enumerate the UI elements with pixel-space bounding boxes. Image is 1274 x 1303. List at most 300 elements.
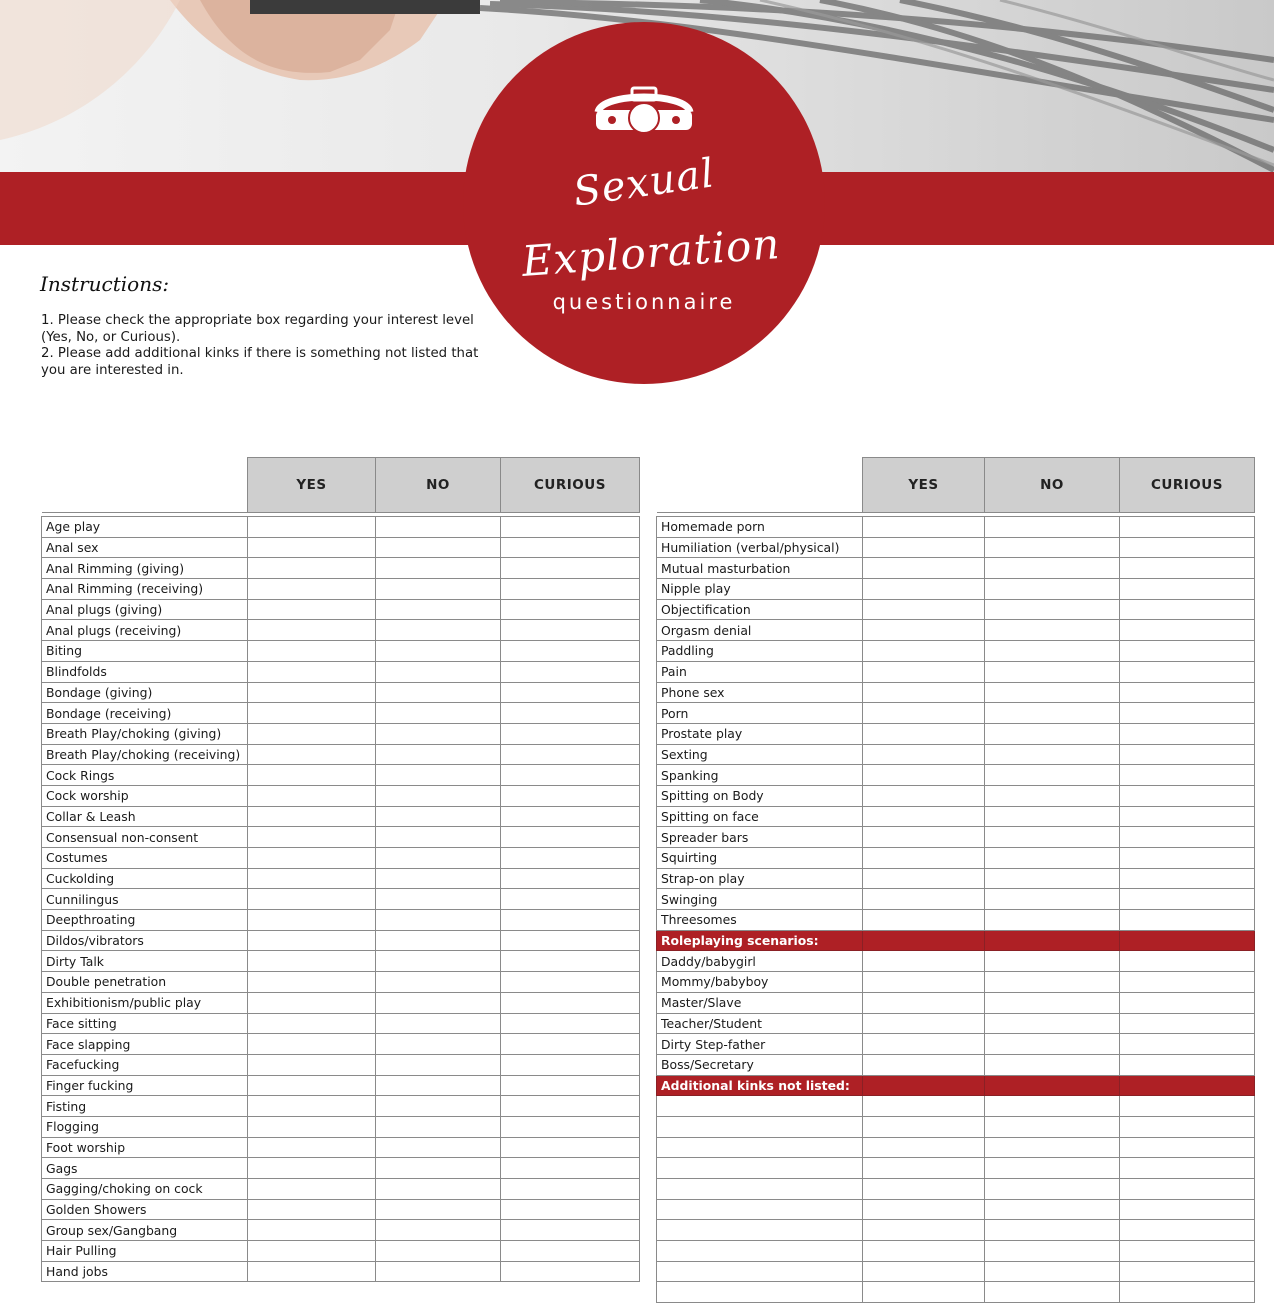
checkbox-curious-cell[interactable] [501, 1199, 640, 1220]
checkbox-no-cell[interactable] [376, 1096, 501, 1117]
checkbox-curious-cell[interactable] [1120, 910, 1255, 931]
item-label: Swinging [657, 889, 863, 910]
checkbox-yes-cell[interactable] [248, 1220, 376, 1241]
checkbox-yes-cell[interactable] [863, 579, 985, 600]
checkbox-no-cell[interactable] [376, 723, 501, 744]
checkbox-curious-cell[interactable] [501, 661, 640, 682]
item-label[interactable] [657, 1199, 863, 1220]
checkbox-no-cell[interactable] [985, 579, 1120, 600]
checkbox-no-cell[interactable] [985, 868, 1120, 889]
item-label: Cuckolding [42, 868, 248, 889]
checkbox-yes-cell[interactable] [248, 827, 376, 848]
checkbox-no-cell[interactable] [985, 1261, 1120, 1282]
table-row [42, 517, 640, 538]
item-label: Humiliation (verbal/physical) [657, 537, 863, 558]
table-row [42, 1034, 640, 1055]
checkbox-no-cell[interactable] [376, 579, 501, 600]
checkbox-no-cell[interactable] [376, 1199, 501, 1220]
table-row [42, 1220, 640, 1241]
checkbox-no-cell[interactable] [376, 517, 501, 538]
checkbox-curious-cell[interactable] [501, 744, 640, 765]
checkbox-yes-cell[interactable] [863, 1034, 985, 1055]
checkbox-curious-cell[interactable] [1120, 620, 1255, 641]
checkbox-yes-cell[interactable] [863, 910, 985, 931]
checkbox-curious-cell[interactable] [1120, 889, 1255, 910]
table-row [42, 744, 640, 765]
checkbox-curious-cell[interactable] [1120, 827, 1255, 848]
checkbox-yes-cell[interactable] [248, 558, 376, 579]
checkbox-no-cell[interactable] [376, 537, 501, 558]
checkbox-curious-cell[interactable] [501, 517, 640, 538]
checkbox-yes-cell[interactable] [248, 1013, 376, 1034]
checkbox-yes-cell[interactable] [863, 972, 985, 993]
checkbox-curious-cell[interactable] [1120, 868, 1255, 889]
checkbox-no-cell[interactable] [376, 972, 501, 993]
item-label: Age play [42, 517, 248, 538]
checkbox-yes-cell[interactable] [248, 785, 376, 806]
table-row [657, 1158, 1255, 1179]
checkbox-yes-cell[interactable] [248, 620, 376, 641]
checkbox-no-cell[interactable] [985, 1241, 1120, 1262]
checkbox-curious-cell[interactable] [1120, 558, 1255, 579]
table-row [42, 1199, 640, 1220]
checkbox-curious-cell[interactable] [501, 723, 640, 744]
checkbox-no-cell[interactable] [376, 889, 501, 910]
checkbox-no-cell[interactable] [376, 1034, 501, 1055]
checkbox-yes-cell[interactable] [248, 1158, 376, 1179]
checkbox-no-cell [985, 930, 1120, 951]
checkbox-curious-cell[interactable] [1120, 661, 1255, 682]
checkbox-curious-cell[interactable] [1120, 682, 1255, 703]
checkbox-yes-cell[interactable] [863, 558, 985, 579]
checkbox-curious-cell[interactable] [501, 868, 640, 889]
item-label: Sexting [657, 744, 863, 765]
item-label: Prostate play [657, 723, 863, 744]
table-row [42, 1075, 640, 1096]
checkbox-yes-cell[interactable] [248, 806, 376, 827]
checkbox-no-cell[interactable] [376, 1220, 501, 1241]
checkbox-curious-cell[interactable] [501, 579, 640, 600]
column-header-no: NO [985, 458, 1120, 513]
checkbox-no-cell[interactable] [376, 765, 501, 786]
checkbox-curious-cell[interactable] [501, 765, 640, 786]
checkbox-no-cell[interactable] [985, 1158, 1120, 1179]
checkbox-yes-cell[interactable] [863, 703, 985, 724]
checkbox-no-cell[interactable] [985, 661, 1120, 682]
checkbox-no-cell[interactable] [985, 848, 1120, 869]
table-row [657, 1199, 1255, 1220]
checkbox-no-cell[interactable] [985, 1034, 1120, 1055]
item-label: Dirty Talk [42, 951, 248, 972]
checkbox-curious-cell[interactable] [501, 889, 640, 910]
item-label: Face sitting [42, 1013, 248, 1034]
checkbox-yes-cell[interactable] [248, 930, 376, 951]
item-label: Consensual non-consent [42, 827, 248, 848]
checkbox-no-cell[interactable] [985, 992, 1120, 1013]
checkbox-curious-cell[interactable] [1120, 1034, 1255, 1055]
item-label[interactable] [657, 1096, 863, 1117]
checkbox-no-cell[interactable] [376, 1137, 501, 1158]
checkbox-curious-cell[interactable] [501, 1137, 640, 1158]
checkbox-curious-cell[interactable] [501, 1261, 640, 1282]
checkbox-curious-cell[interactable] [501, 537, 640, 558]
checkbox-no-cell[interactable] [985, 682, 1120, 703]
checkbox-yes-cell[interactable] [863, 599, 985, 620]
checkbox-no-cell[interactable] [985, 517, 1120, 538]
checkbox-no-cell[interactable] [376, 848, 501, 869]
table-row [657, 1116, 1255, 1137]
item-label: Porn [657, 703, 863, 724]
item-label: Homemade porn [657, 517, 863, 538]
checkbox-curious-cell[interactable] [1120, 1199, 1255, 1220]
checkbox-curious-cell[interactable] [501, 1054, 640, 1075]
instruction-step-1: 1. Please check the appropriate box regarding your interest level (Yes, No, or Curious). [41, 313, 474, 345]
table-row [42, 579, 640, 600]
checkbox-yes-cell[interactable] [863, 806, 985, 827]
checkbox-curious-cell[interactable] [501, 930, 640, 951]
item-label: Dirty Step-father [657, 1034, 863, 1055]
checkbox-curious-cell[interactable] [501, 992, 640, 1013]
checkbox-yes-cell[interactable] [248, 661, 376, 682]
checkbox-curious-cell[interactable] [501, 785, 640, 806]
item-label[interactable] [657, 1241, 863, 1262]
checkbox-curious-cell[interactable] [501, 1013, 640, 1034]
item-label: Boss/Secretary [657, 1054, 863, 1075]
checkbox-curious-cell[interactable] [1120, 579, 1255, 600]
checkbox-curious-cell[interactable] [1120, 1158, 1255, 1179]
checkbox-curious-cell[interactable] [1120, 1220, 1255, 1241]
checkbox-yes-cell[interactable] [248, 1096, 376, 1117]
checkbox-yes-cell[interactable] [863, 682, 985, 703]
checkbox-no-cell[interactable] [985, 951, 1120, 972]
checkbox-no-cell[interactable] [376, 1075, 501, 1096]
header-blank [42, 458, 248, 513]
checkbox-curious-cell[interactable] [1120, 785, 1255, 806]
item-label: Foot worship [42, 1137, 248, 1158]
checkbox-no-cell[interactable] [376, 951, 501, 972]
item-label: Group sex/Gangbang [42, 1220, 248, 1241]
checkbox-no-cell[interactable] [376, 641, 501, 662]
table-row [657, 723, 1255, 744]
checkbox-curious-cell[interactable] [501, 827, 640, 848]
table-row [42, 972, 640, 993]
checkbox-no-cell[interactable] [376, 785, 501, 806]
checkbox-curious-cell[interactable] [1120, 1282, 1255, 1303]
checkbox-yes-cell[interactable] [863, 744, 985, 765]
checkbox-no-cell[interactable] [985, 1282, 1120, 1303]
checkbox-curious-cell[interactable] [1120, 1116, 1255, 1137]
checkbox-no-cell[interactable] [376, 992, 501, 1013]
checkbox-yes-cell[interactable] [248, 1241, 376, 1262]
checkbox-curious-cell[interactable] [501, 703, 640, 724]
table-row [42, 868, 640, 889]
checkbox-yes-cell[interactable] [863, 1054, 985, 1075]
checkbox-curious-cell[interactable] [1120, 703, 1255, 724]
checkbox-yes-cell[interactable] [863, 1179, 985, 1200]
checkbox-no-cell[interactable] [985, 558, 1120, 579]
checkbox-yes-cell[interactable] [863, 1241, 985, 1262]
table-row [657, 661, 1255, 682]
table-row [657, 827, 1255, 848]
checkbox-no-cell[interactable] [985, 1220, 1120, 1241]
checkbox-yes-cell[interactable] [863, 620, 985, 641]
checkbox-no-cell[interactable] [985, 1054, 1120, 1075]
checkbox-yes-cell[interactable] [248, 1075, 376, 1096]
checkbox-no-cell[interactable] [985, 703, 1120, 724]
checkbox-yes-cell[interactable] [248, 723, 376, 744]
checkbox-no-cell[interactable] [376, 620, 501, 641]
checkbox-yes-cell[interactable] [863, 537, 985, 558]
checkbox-no-cell[interactable] [376, 1261, 501, 1282]
checkbox-curious-cell[interactable] [1120, 1261, 1255, 1282]
checkbox-curious-cell[interactable] [1120, 1054, 1255, 1075]
item-label[interactable] [657, 1116, 863, 1137]
checkbox-yes-cell[interactable] [863, 1013, 985, 1034]
checkbox-yes-cell[interactable] [863, 848, 985, 869]
checkbox-no-cell[interactable] [985, 723, 1120, 744]
checkbox-yes-cell[interactable] [863, 1220, 985, 1241]
checkbox-yes-cell[interactable] [248, 1034, 376, 1055]
item-label: Costumes [42, 848, 248, 869]
checkbox-curious-cell[interactable] [1120, 1013, 1255, 1034]
checkbox-curious-cell[interactable] [501, 951, 640, 972]
checkbox-yes-cell[interactable] [863, 827, 985, 848]
item-label[interactable] [657, 1137, 863, 1158]
checkbox-no-cell[interactable] [985, 765, 1120, 786]
title-sexual: Sexual [570, 150, 718, 216]
checkbox-yes-cell[interactable] [248, 910, 376, 931]
table-row [657, 744, 1255, 765]
checkbox-curious-cell[interactable] [501, 1075, 640, 1096]
checkbox-yes-cell[interactable] [863, 1158, 985, 1179]
table-row [657, 1034, 1255, 1055]
checkbox-yes-cell[interactable] [863, 765, 985, 786]
checkbox-curious-cell[interactable] [1120, 599, 1255, 620]
item-label: Flogging [42, 1116, 248, 1137]
item-label: Cunnilingus [42, 889, 248, 910]
checkbox-yes-cell[interactable] [248, 517, 376, 538]
checkbox-no-cell[interactable] [376, 1116, 501, 1137]
checkbox-no-cell[interactable] [376, 1054, 501, 1075]
checkbox-no-cell[interactable] [985, 806, 1120, 827]
checkbox-yes-cell[interactable] [863, 661, 985, 682]
checkbox-no-cell[interactable] [985, 641, 1120, 662]
checkbox-no-cell[interactable] [985, 537, 1120, 558]
item-label[interactable] [657, 1282, 863, 1303]
table-row [657, 682, 1255, 703]
table-row [657, 992, 1255, 1013]
instruction-step-2: 2. Please add additional kinks if there is something not listed that you are interested in. [41, 346, 479, 378]
checkbox-yes-cell[interactable] [863, 868, 985, 889]
checkbox-yes-cell[interactable] [863, 517, 985, 538]
checkbox-curious-cell[interactable] [1120, 723, 1255, 744]
checkbox-no-cell[interactable] [985, 599, 1120, 620]
checkbox-no-cell [985, 1075, 1120, 1096]
item-label: Strap-on play [657, 868, 863, 889]
checkbox-yes-cell[interactable] [863, 641, 985, 662]
checkbox-yes-cell[interactable] [248, 579, 376, 600]
checkbox-curious-cell[interactable] [501, 1034, 640, 1055]
section-label: Roleplaying scenarios: [657, 930, 863, 951]
checkbox-curious-cell[interactable] [1120, 1241, 1255, 1262]
checkbox-yes-cell[interactable] [863, 1261, 985, 1282]
checkbox-curious-cell[interactable] [501, 1241, 640, 1262]
checkbox-curious-cell[interactable] [1120, 641, 1255, 662]
checkbox-no-cell[interactable] [985, 1199, 1120, 1220]
table-row [42, 682, 640, 703]
table-row [657, 517, 1255, 538]
table-row [657, 703, 1255, 724]
checkbox-curious-cell[interactable] [501, 1096, 640, 1117]
item-label[interactable] [657, 1158, 863, 1179]
checkbox-curious-cell[interactable] [501, 910, 640, 931]
checkbox-no-cell[interactable] [985, 1013, 1120, 1034]
checkbox-curious-cell[interactable] [501, 972, 640, 993]
checkbox-yes-cell[interactable] [863, 889, 985, 910]
checkbox-no-cell[interactable] [985, 889, 1120, 910]
item-label[interactable] [657, 1261, 863, 1282]
checkbox-no-cell[interactable] [376, 558, 501, 579]
checkbox-yes-cell[interactable] [248, 1054, 376, 1075]
checkbox-yes-cell[interactable] [248, 641, 376, 662]
checkbox-no-cell[interactable] [376, 682, 501, 703]
checkbox-yes-cell[interactable] [248, 868, 376, 889]
checkbox-no-cell[interactable] [376, 599, 501, 620]
checkbox-no-cell[interactable] [376, 930, 501, 951]
checkbox-curious-cell[interactable] [1120, 1096, 1255, 1117]
checkbox-curious-cell[interactable] [501, 806, 640, 827]
checkbox-no-cell[interactable] [376, 703, 501, 724]
item-label: Collar & Leash [42, 806, 248, 827]
checkbox-yes-cell[interactable] [863, 1116, 985, 1137]
checkbox-curious-cell[interactable] [501, 1158, 640, 1179]
table-row [657, 641, 1255, 662]
checkbox-yes-cell[interactable] [248, 1199, 376, 1220]
checkbox-curious-cell[interactable] [1120, 1137, 1255, 1158]
checkbox-no-cell[interactable] [985, 1096, 1120, 1117]
checkbox-curious-cell[interactable] [501, 558, 640, 579]
checkbox-curious-cell[interactable] [1120, 537, 1255, 558]
checkbox-curious-cell[interactable] [501, 641, 640, 662]
checkbox-curious-cell[interactable] [1120, 848, 1255, 869]
checkbox-no-cell[interactable] [985, 744, 1120, 765]
checkbox-curious-cell[interactable] [1120, 806, 1255, 827]
column-header-yes: YES [863, 458, 985, 513]
checkbox-yes-cell[interactable] [863, 723, 985, 744]
checkbox-no-cell[interactable] [376, 1179, 501, 1200]
checkbox-curious-cell[interactable] [501, 1179, 640, 1200]
checkbox-yes-cell[interactable] [248, 1179, 376, 1200]
table-row [657, 910, 1255, 931]
checkbox-yes-cell[interactable] [863, 1199, 985, 1220]
questionnaire-table-left [41, 457, 640, 1282]
checkbox-curious-cell[interactable] [501, 1220, 640, 1241]
checkbox-no-cell[interactable] [376, 1158, 501, 1179]
checkbox-yes-cell[interactable] [863, 992, 985, 1013]
table-row [42, 1179, 640, 1200]
checkbox-yes-cell[interactable] [248, 1261, 376, 1282]
checkbox-curious-cell[interactable] [1120, 517, 1255, 538]
checkbox-yes-cell[interactable] [248, 765, 376, 786]
checkbox-yes-cell[interactable] [863, 951, 985, 972]
item-label: Threesomes [657, 910, 863, 931]
item-label: Exhibitionism/public play [42, 992, 248, 1013]
table-row [42, 765, 640, 786]
checkbox-curious-cell[interactable] [501, 1116, 640, 1137]
checkbox-yes-cell [863, 1075, 985, 1096]
checkbox-yes-cell[interactable] [863, 1096, 985, 1117]
checkbox-no-cell[interactable] [985, 827, 1120, 848]
checkbox-no-cell[interactable] [376, 744, 501, 765]
checkbox-no-cell[interactable] [985, 1137, 1120, 1158]
checkbox-no-cell[interactable] [376, 806, 501, 827]
item-label: Gags [42, 1158, 248, 1179]
checkbox-curious-cell[interactable] [501, 682, 640, 703]
checkbox-yes-cell[interactable] [248, 703, 376, 724]
checkbox-no-cell[interactable] [985, 1179, 1120, 1200]
checkbox-yes-cell[interactable] [248, 951, 376, 972]
item-label: Anal Rimming (receiving) [42, 579, 248, 600]
instructions-heading: Instructions: [40, 272, 170, 296]
table-row [42, 1096, 640, 1117]
checkbox-no-cell[interactable] [376, 1013, 501, 1034]
checkbox-no-cell[interactable] [376, 1241, 501, 1262]
column-header-yes: YES [248, 458, 376, 513]
checkbox-yes-cell[interactable] [248, 1137, 376, 1158]
checkbox-yes-cell[interactable] [248, 972, 376, 993]
checkbox-curious-cell[interactable] [1120, 765, 1255, 786]
item-label: Objectification [657, 599, 863, 620]
checkbox-no-cell[interactable] [985, 1116, 1120, 1137]
checkbox-curious-cell[interactable] [501, 848, 640, 869]
checkbox-yes-cell[interactable] [248, 848, 376, 869]
checkbox-no-cell[interactable] [985, 785, 1120, 806]
table-row [42, 827, 640, 848]
item-label[interactable] [657, 1220, 863, 1241]
checkbox-yes-cell[interactable] [248, 537, 376, 558]
checkbox-yes-cell[interactable] [248, 889, 376, 910]
checkbox-curious-cell[interactable] [501, 620, 640, 641]
table-row [42, 930, 640, 951]
checkbox-curious-cell[interactable] [1120, 744, 1255, 765]
checkbox-curious-cell[interactable] [501, 599, 640, 620]
checkbox-curious-cell[interactable] [1120, 951, 1255, 972]
item-label[interactable] [657, 1179, 863, 1200]
checkbox-yes-cell[interactable] [863, 1137, 985, 1158]
table-row [657, 951, 1255, 972]
checkbox-yes-cell[interactable] [248, 744, 376, 765]
checkbox-yes-cell[interactable] [248, 599, 376, 620]
checkbox-curious-cell[interactable] [1120, 972, 1255, 993]
item-label: Squirting [657, 848, 863, 869]
table-row [657, 1054, 1255, 1075]
checkbox-yes-cell[interactable] [863, 1282, 985, 1303]
checkbox-no-cell[interactable] [985, 972, 1120, 993]
checkbox-no-cell[interactable] [985, 620, 1120, 641]
checkbox-no-cell[interactable] [985, 910, 1120, 931]
checkbox-no-cell[interactable] [376, 827, 501, 848]
checkbox-no-cell[interactable] [376, 661, 501, 682]
checkbox-curious-cell[interactable] [1120, 992, 1255, 1013]
checkbox-yes-cell[interactable] [248, 992, 376, 1013]
checkbox-curious-cell[interactable] [1120, 1179, 1255, 1200]
checkbox-yes-cell[interactable] [248, 1116, 376, 1137]
checkbox-no-cell[interactable] [376, 910, 501, 931]
item-label: Finger fucking [42, 1075, 248, 1096]
checkbox-yes-cell[interactable] [863, 785, 985, 806]
checkbox-yes-cell[interactable] [248, 682, 376, 703]
checkbox-no-cell[interactable] [376, 868, 501, 889]
